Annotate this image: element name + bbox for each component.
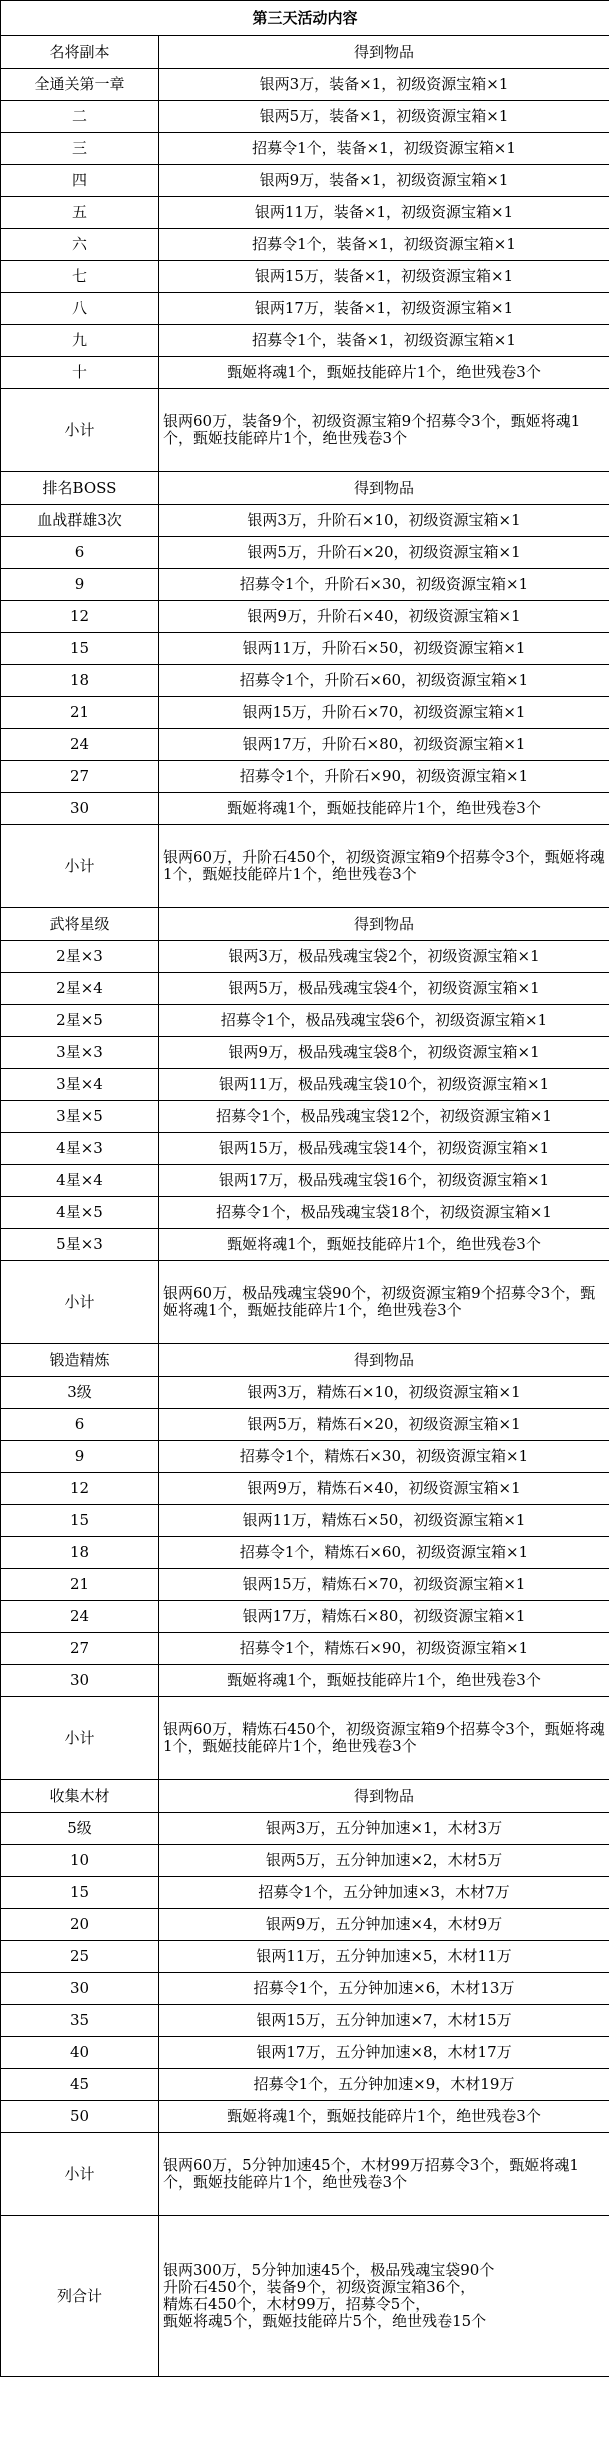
table-row [1, 1069, 609, 1101]
milestone-cell: 21 [1, 1569, 159, 1601]
reward-cell: 银两11万，升阶石×50，初级资源宝箱×1 [159, 633, 609, 665]
milestone-cell: 50 [1, 2101, 159, 2133]
table-row [1, 2037, 609, 2069]
reward-cell: 银两11万，精炼石×50，初级资源宝箱×1 [159, 1505, 609, 1537]
milestone-cell: 3星×3 [1, 1037, 159, 1069]
table-row [1, 325, 609, 357]
milestone-cell: 五 [1, 197, 159, 229]
milestone-cell: 八 [1, 293, 159, 325]
reward-cell: 招募令1个，升阶石×60，初级资源宝箱×1 [159, 665, 609, 697]
milestone-cell: 21 [1, 697, 159, 729]
table-row [1, 2069, 609, 2101]
column-header-items: 得到物品 [159, 1780, 609, 1813]
milestone-cell: 30 [1, 793, 159, 825]
table-row [1, 633, 609, 665]
subtotal-label: 小计 [1, 825, 159, 908]
table-row [1, 197, 609, 229]
subtotal-label: 小计 [1, 2133, 159, 2216]
section-header-row [1, 1344, 609, 1377]
subtotal-label: 小计 [1, 1697, 159, 1780]
subtotal-row [1, 1261, 609, 1344]
table-row [1, 665, 609, 697]
reward-cell: 招募令1个，装备×1，初级资源宝箱×1 [159, 229, 609, 261]
table-row [1, 1601, 609, 1633]
reward-cell: 招募令1个，极品残魂宝袋12个，初级资源宝箱×1 [159, 1101, 609, 1133]
table-row [1, 1101, 609, 1133]
reward-cell: 银两9万，装备×1，初级资源宝箱×1 [159, 165, 609, 197]
milestone-cell: 20 [1, 1909, 159, 1941]
table-row [1, 1537, 609, 1569]
milestone-cell: 12 [1, 601, 159, 633]
table-row [1, 69, 609, 101]
reward-cell: 银两9万，精炼石×40，初级资源宝箱×1 [159, 1473, 609, 1505]
reward-cell: 银两15万，装备×1，初级资源宝箱×1 [159, 261, 609, 293]
reward-cell: 银两11万，极品残魂宝袋10个，初级资源宝箱×1 [159, 1069, 609, 1101]
reward-cell: 招募令1个，装备×1，初级资源宝箱×1 [159, 325, 609, 357]
section-title: 武将星级 [1, 908, 159, 941]
milestone-cell: 2星×4 [1, 973, 159, 1005]
section-title: 锻造精炼 [1, 1344, 159, 1377]
table-row [1, 1633, 609, 1665]
table-row [1, 601, 609, 633]
table-row [1, 1377, 609, 1409]
reward-cell: 银两17万，五分钟加速×8，木材17万 [159, 2037, 609, 2069]
table-row [1, 729, 609, 761]
column-header-items: 得到物品 [159, 472, 609, 505]
table-row [1, 1229, 609, 1261]
table-row [1, 1569, 609, 1601]
table-row [1, 2101, 609, 2133]
section-header-row [1, 36, 609, 69]
table-row [1, 1505, 609, 1537]
table-row [1, 697, 609, 729]
milestone-cell: 5级 [1, 1813, 159, 1845]
reward-cell: 甄姬将魂1个，甄姬技能碎片1个，绝世残卷3个 [159, 1665, 609, 1697]
table-row [1, 1037, 609, 1069]
milestone-cell: 6 [1, 1409, 159, 1441]
section-header-row [1, 472, 609, 505]
reward-cell: 招募令1个，精炼石×90，初级资源宝箱×1 [159, 1633, 609, 1665]
table-row [1, 1845, 609, 1877]
reward-cell: 甄姬将魂1个，甄姬技能碎片1个，绝世残卷3个 [159, 2101, 609, 2133]
reward-cell: 招募令1个，极品残魂宝袋6个，初级资源宝箱×1 [159, 1005, 609, 1037]
table-row [1, 1133, 609, 1165]
milestone-cell: 3级 [1, 1377, 159, 1409]
table-row [1, 133, 609, 165]
subtotal-content: 银两60万，精炼石450个，初级资源宝箱9个招募令3个，甄姬将魂1个，甄姬技能碎片1个，绝世残卷3个 [159, 1697, 609, 1780]
milestone-cell: 30 [1, 1665, 159, 1697]
subtotal-content: 银两60万，5分钟加速45个，木材99万招募令3个，甄姬将魂1个，甄姬技能碎片1个，绝世残卷3个 [159, 2133, 609, 2216]
milestone-cell: 30 [1, 1973, 159, 2005]
section-header-row [1, 908, 609, 941]
grand-total-content: 银两300万，5分钟加速45个，极品残魂宝袋90个 升阶石450个，装备9个，初级资源宝箱36个， 精炼石450个，木材99万，招募令5个， 甄姬将魂5个，甄姬技能碎片5个，绝世残卷15个 [159, 2216, 609, 2377]
reward-cell: 银两3万，升阶石×10，初级资源宝箱×1 [159, 505, 609, 537]
table-row [1, 973, 609, 1005]
reward-cell: 甄姬将魂1个，甄姬技能碎片1个，绝世残卷3个 [159, 357, 609, 389]
milestone-cell: 35 [1, 2005, 159, 2037]
reward-cell: 银两5万，五分钟加速×2，木材5万 [159, 1845, 609, 1877]
reward-cell: 招募令1个，精炼石×60，初级资源宝箱×1 [159, 1537, 609, 1569]
table-row [1, 1665, 609, 1697]
reward-cell: 银两5万，极品残魂宝袋4个，初级资源宝箱×1 [159, 973, 609, 1005]
reward-cell: 银两15万，极品残魂宝袋14个，初级资源宝箱×1 [159, 1133, 609, 1165]
milestone-cell: 六 [1, 229, 159, 261]
table-row [1, 1909, 609, 1941]
reward-cell: 银两17万，升阶石×80，初级资源宝箱×1 [159, 729, 609, 761]
reward-cell: 银两17万，装备×1，初级资源宝箱×1 [159, 293, 609, 325]
table-row [1, 1813, 609, 1845]
subtotal-content: 银两60万，极品残魂宝袋90个，初级资源宝箱9个招募令3个，甄姬将魂1个，甄姬技能碎片1个，绝世残卷3个 [159, 1261, 609, 1344]
milestone-cell: 5星×3 [1, 1229, 159, 1261]
section-title: 排名BOSS [1, 472, 159, 505]
milestone-cell: 25 [1, 1941, 159, 1973]
milestone-cell: 15 [1, 1505, 159, 1537]
reward-cell: 招募令1个，五分钟加速×6，木材13万 [159, 1973, 609, 2005]
milestone-cell: 10 [1, 1845, 159, 1877]
grand-total-row [1, 2216, 609, 2377]
table-row [1, 101, 609, 133]
grand-total-label: 列合计 [1, 2216, 159, 2377]
milestone-cell: 2星×5 [1, 1005, 159, 1037]
subtotal-label: 小计 [1, 1261, 159, 1344]
reward-cell: 银两9万，五分钟加速×4，木材9万 [159, 1909, 609, 1941]
milestone-cell: 九 [1, 325, 159, 357]
table-row [1, 2005, 609, 2037]
reward-cell: 招募令1个，装备×1，初级资源宝箱×1 [159, 133, 609, 165]
reward-cell: 招募令1个，精炼石×30，初级资源宝箱×1 [159, 1441, 609, 1473]
reward-cell: 银两3万，装备×1，初级资源宝箱×1 [159, 69, 609, 101]
milestone-cell: 24 [1, 729, 159, 761]
milestone-cell: 12 [1, 1473, 159, 1505]
milestone-cell: 9 [1, 1441, 159, 1473]
subtotal-row [1, 1697, 609, 1780]
table-row [1, 569, 609, 601]
section-title: 名将副本 [1, 36, 159, 69]
column-header-items: 得到物品 [159, 908, 609, 941]
milestone-cell: 15 [1, 1877, 159, 1909]
section-title: 收集木材 [1, 1780, 159, 1813]
reward-cell: 银两15万，精炼石×70，初级资源宝箱×1 [159, 1569, 609, 1601]
subtotal-row [1, 825, 609, 908]
reward-cell: 银两3万，精炼石×10，初级资源宝箱×1 [159, 1377, 609, 1409]
section-header-row [1, 1780, 609, 1813]
table-row [1, 793, 609, 825]
reward-cell: 招募令1个，五分钟加速×3，木材7万 [159, 1877, 609, 1909]
table-row [1, 1973, 609, 2005]
milestone-cell: 十 [1, 357, 159, 389]
milestone-cell: 18 [1, 1537, 159, 1569]
reward-cell: 招募令1个，五分钟加速×9，木材19万 [159, 2069, 609, 2101]
subtotal-content: 银两60万，装备9个，初级资源宝箱9个招募令3个，甄姬将魂1个，甄姬技能碎片1个，绝世残卷3个 [159, 389, 609, 472]
subtotal-content: 银两60万，升阶石450个，初级资源宝箱9个招募令3个，甄姬将魂1个，甄姬技能碎片1个，绝世残卷3个 [159, 825, 609, 908]
milestone-cell: 40 [1, 2037, 159, 2069]
milestone-cell: 27 [1, 761, 159, 793]
table-row [1, 1005, 609, 1037]
table-row [1, 1165, 609, 1197]
reward-cell: 招募令1个，极品残魂宝袋18个，初级资源宝箱×1 [159, 1197, 609, 1229]
reward-cell: 银两15万，五分钟加速×7，木材15万 [159, 2005, 609, 2037]
milestone-cell: 24 [1, 1601, 159, 1633]
table-row [1, 941, 609, 973]
table-row [1, 165, 609, 197]
table-row [1, 537, 609, 569]
reward-cell: 银两9万，极品残魂宝袋8个，初级资源宝箱×1 [159, 1037, 609, 1069]
table-row [1, 1877, 609, 1909]
milestone-cell: 七 [1, 261, 159, 293]
milestone-cell: 6 [1, 537, 159, 569]
milestone-cell: 三 [1, 133, 159, 165]
reward-cell: 招募令1个，升阶石×30，初级资源宝箱×1 [159, 569, 609, 601]
table-row [1, 1409, 609, 1441]
milestone-cell: 二 [1, 101, 159, 133]
column-header-items: 得到物品 [159, 36, 609, 69]
reward-cell: 银两5万，升阶石×20，初级资源宝箱×1 [159, 537, 609, 569]
page-title: 第三天活动内容 [1, 1, 609, 36]
reward-cell: 招募令1个，升阶石×90，初级资源宝箱×1 [159, 761, 609, 793]
title-row [1, 1, 609, 36]
subtotal-label: 小计 [1, 389, 159, 472]
reward-cell: 银两3万，极品残魂宝袋2个，初级资源宝箱×1 [159, 941, 609, 973]
milestone-cell: 四 [1, 165, 159, 197]
table-row [1, 1197, 609, 1229]
milestone-cell: 9 [1, 569, 159, 601]
milestone-cell: 3星×4 [1, 1069, 159, 1101]
milestone-cell: 血战群雄3次 [1, 505, 159, 537]
milestone-cell: 4星×4 [1, 1165, 159, 1197]
subtotal-row [1, 389, 609, 472]
table-row [1, 1941, 609, 1973]
reward-cell: 银两3万，五分钟加速×1，木材3万 [159, 1813, 609, 1845]
milestone-cell: 27 [1, 1633, 159, 1665]
reward-cell: 银两11万，五分钟加速×5，木材11万 [159, 1941, 609, 1973]
table-row [1, 229, 609, 261]
milestone-cell: 45 [1, 2069, 159, 2101]
reward-cell: 银两17万，极品残魂宝袋16个，初级资源宝箱×1 [159, 1165, 609, 1197]
reward-cell: 银两15万，升阶石×70，初级资源宝箱×1 [159, 697, 609, 729]
milestone-cell: 4星×3 [1, 1133, 159, 1165]
table-row [1, 293, 609, 325]
reward-cell: 银两5万，装备×1，初级资源宝箱×1 [159, 101, 609, 133]
column-header-items: 得到物品 [159, 1344, 609, 1377]
table-row [1, 505, 609, 537]
table-row [1, 261, 609, 293]
subtotal-row [1, 2133, 609, 2216]
milestone-cell: 18 [1, 665, 159, 697]
table-row [1, 1473, 609, 1505]
milestone-cell: 2星×3 [1, 941, 159, 973]
milestone-cell: 15 [1, 633, 159, 665]
reward-cell: 银两17万，精炼石×80，初级资源宝箱×1 [159, 1601, 609, 1633]
reward-cell: 银两5万，精炼石×20，初级资源宝箱×1 [159, 1409, 609, 1441]
table-row [1, 357, 609, 389]
reward-cell: 银两11万，装备×1，初级资源宝箱×1 [159, 197, 609, 229]
milestone-cell: 全通关第一章 [1, 69, 159, 101]
reward-cell: 甄姬将魂1个，甄姬技能碎片1个，绝世残卷3个 [159, 1229, 609, 1261]
reward-cell: 甄姬将魂1个，甄姬技能碎片1个，绝世残卷3个 [159, 793, 609, 825]
milestone-cell: 3星×5 [1, 1101, 159, 1133]
table-row [1, 1441, 609, 1473]
reward-cell: 银两9万，升阶石×40，初级资源宝箱×1 [159, 601, 609, 633]
table-row [1, 761, 609, 793]
milestone-cell: 4星×5 [1, 1197, 159, 1229]
